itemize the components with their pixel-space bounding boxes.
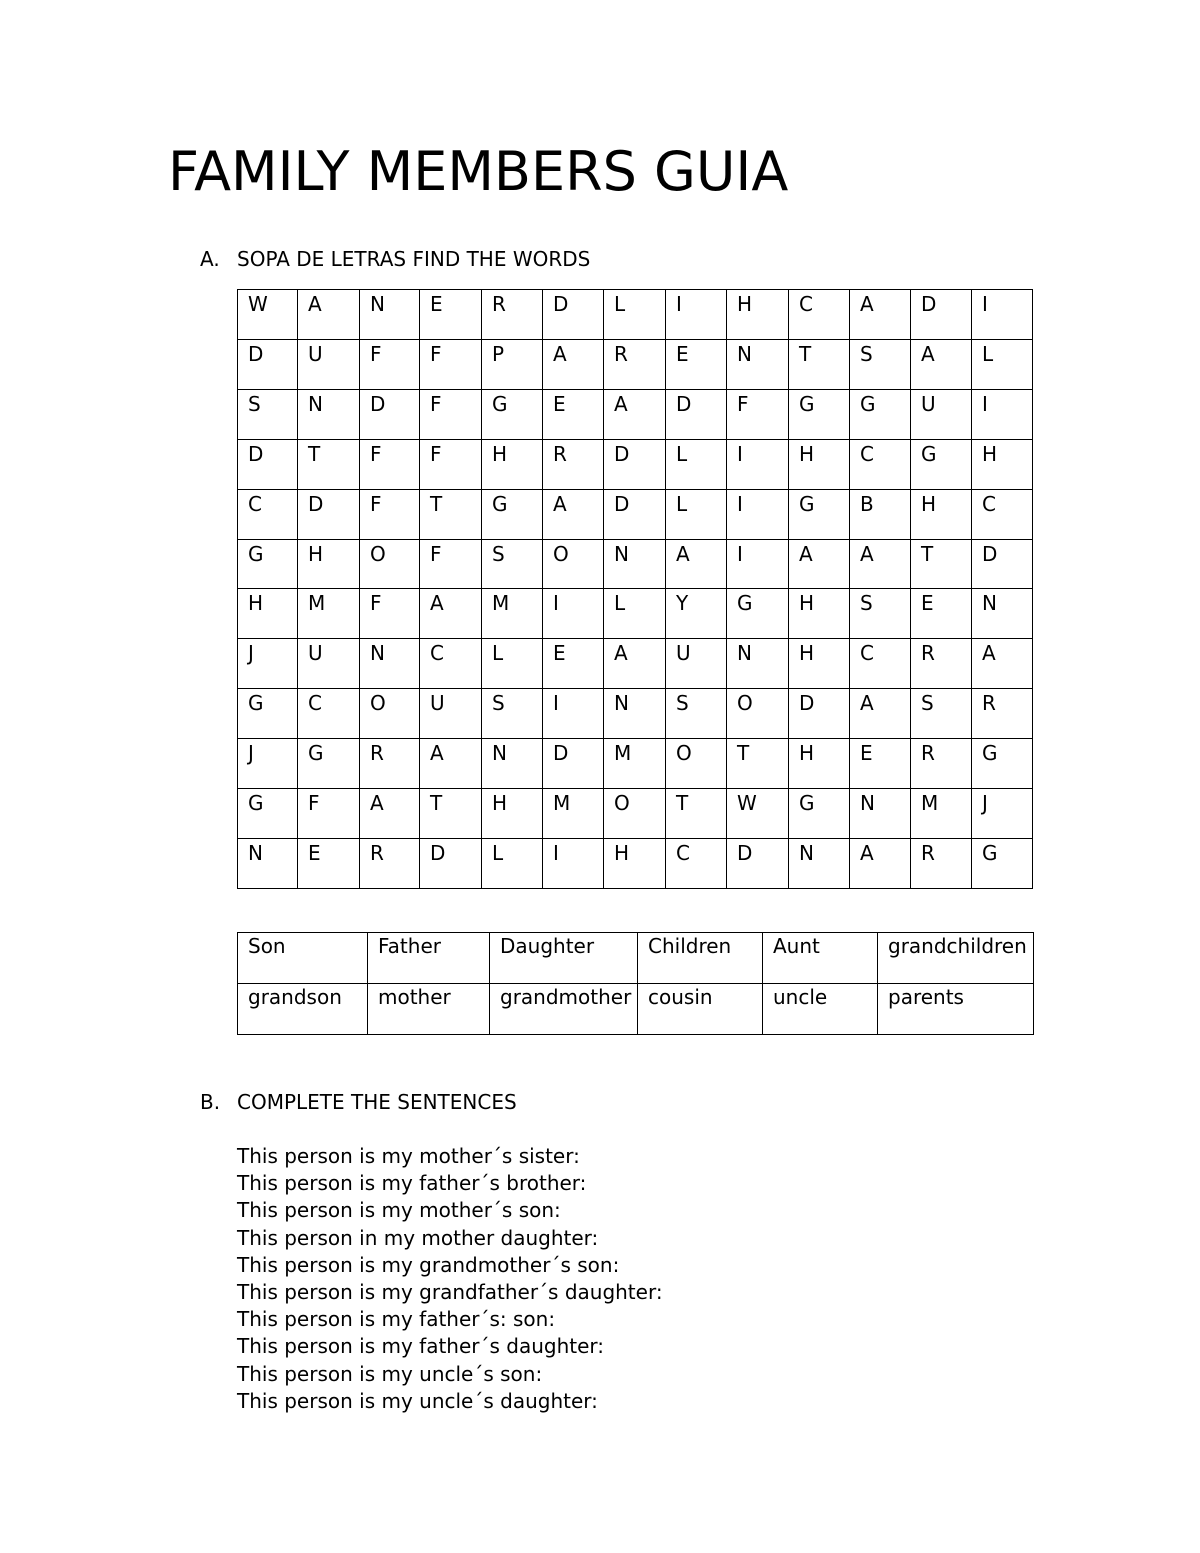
word-bank-row [238, 984, 1034, 1035]
sentence-item: This person is my grandmother´s son: [237, 1252, 620, 1277]
grid-cell: E [850, 739, 911, 789]
grid-cell: E [298, 838, 360, 888]
grid-cell: C [298, 689, 360, 739]
grid-cell: R [972, 689, 1033, 739]
grid-cell: O [604, 789, 666, 839]
grid-cell: N [727, 339, 789, 389]
sentence-item: This person is my father´s: son: [237, 1307, 556, 1332]
grid-cell: A [666, 539, 727, 589]
grid-cell: A [360, 789, 420, 839]
grid-cell: A [604, 639, 666, 689]
grid-cell: G [972, 739, 1033, 789]
grid-cell: G [238, 539, 298, 589]
grid-cell: H [727, 290, 789, 340]
sentence-item: This person is my grandfather´s daughter: [237, 1279, 663, 1304]
grid-cell: F [360, 489, 420, 539]
word-bank-cell: Aunt [763, 933, 878, 984]
grid-cell: U [298, 639, 360, 689]
grid-cell: G [789, 389, 850, 439]
grid-cell: C [972, 489, 1033, 539]
grid-cell: B [850, 489, 911, 539]
word-bank-cell: cousin [638, 984, 763, 1035]
grid-cell: A [420, 739, 482, 789]
grid-cell: T [420, 489, 482, 539]
grid-cell: D [666, 389, 727, 439]
grid-cell: O [360, 539, 420, 589]
grid-cell: C [789, 290, 850, 340]
grid-cell: G [972, 838, 1033, 888]
grid-row [238, 789, 1033, 839]
grid-cell: G [238, 689, 298, 739]
grid-cell: J [972, 789, 1033, 839]
grid-cell: C [850, 439, 911, 489]
sentence-item: This person is my uncle´s daughter: [237, 1388, 598, 1413]
grid-cell: D [420, 838, 482, 888]
grid-cell: R [543, 439, 604, 489]
grid-cell: H [789, 639, 850, 689]
grid-cell: R [482, 290, 543, 340]
grid-cell: N [238, 838, 298, 888]
grid-cell: G [911, 439, 972, 489]
grid-cell: N [360, 639, 420, 689]
grid-cell: E [420, 290, 482, 340]
section-a-heading [200, 247, 590, 271]
grid-row [238, 290, 1033, 340]
grid-cell: F [420, 339, 482, 389]
grid-cell: G [238, 789, 298, 839]
grid-cell: U [298, 339, 360, 389]
grid-cell: F [420, 439, 482, 489]
grid-cell: O [727, 689, 789, 739]
grid-cell: F [420, 539, 482, 589]
grid-cell: E [543, 389, 604, 439]
grid-cell: H [604, 838, 666, 888]
grid-cell: A [789, 539, 850, 589]
grid-cell: T [666, 789, 727, 839]
grid-cell: A [420, 589, 482, 639]
grid-cell: C [238, 489, 298, 539]
grid-cell: L [604, 290, 666, 340]
section-a-marker: A. [200, 247, 220, 271]
grid-cell: N [604, 539, 666, 589]
grid-cell: L [604, 589, 666, 639]
grid-cell: C [666, 838, 727, 888]
section-b-title: COMPLETE THE SENTENCES [237, 1090, 517, 1114]
sentence-list [237, 1143, 663, 1415]
grid-cell: F [298, 789, 360, 839]
grid-cell: F [360, 439, 420, 489]
grid-cell: U [666, 639, 727, 689]
grid-cell: E [543, 639, 604, 689]
word-bank-cell: Father [368, 933, 490, 984]
grid-row [238, 589, 1033, 639]
grid-cell: D [727, 838, 789, 888]
grid-cell: S [850, 339, 911, 389]
grid-cell: F [360, 339, 420, 389]
grid-cell: O [543, 539, 604, 589]
grid-cell: I [543, 689, 604, 739]
grid-cell: F [420, 389, 482, 439]
grid-row [238, 838, 1033, 888]
grid-cell: N [360, 290, 420, 340]
grid-cell: M [482, 589, 543, 639]
grid-cell: G [789, 489, 850, 539]
grid-cell: E [666, 339, 727, 389]
grid-cell: U [420, 689, 482, 739]
sentence-item: This person is my mother´s sister: [237, 1144, 580, 1168]
grid-cell: P [482, 339, 543, 389]
grid-row [238, 489, 1033, 539]
grid-cell: D [604, 489, 666, 539]
grid-cell: A [298, 290, 360, 340]
word-bank-cell: Children [638, 933, 763, 984]
grid-cell: D [298, 489, 360, 539]
grid-cell: G [482, 389, 543, 439]
grid-cell: N [298, 389, 360, 439]
grid-cell: G [789, 789, 850, 839]
grid-cell: I [727, 439, 789, 489]
grid-row [238, 439, 1033, 489]
word-bank-cell: Son [238, 933, 368, 984]
grid-cell: N [972, 589, 1033, 639]
grid-cell: G [727, 589, 789, 639]
grid-cell: R [911, 639, 972, 689]
grid-cell: H [911, 489, 972, 539]
grid-cell: M [298, 589, 360, 639]
grid-cell: I [972, 290, 1033, 340]
word-bank-cell: mother [368, 984, 490, 1035]
grid-cell: A [604, 389, 666, 439]
grid-row [238, 689, 1033, 739]
section-b-heading [200, 1090, 517, 1114]
grid-cell: H [789, 739, 850, 789]
page-title: FAMILY MEMBERS GUIA [168, 140, 789, 203]
grid-cell: U [911, 389, 972, 439]
grid-cell: T [789, 339, 850, 389]
grid-cell: T [298, 439, 360, 489]
grid-cell: D [972, 539, 1033, 589]
grid-cell: D [604, 439, 666, 489]
grid-cell: G [482, 489, 543, 539]
grid-cell: R [911, 838, 972, 888]
grid-cell: D [238, 439, 298, 489]
grid-cell: I [727, 489, 789, 539]
grid-cell: I [972, 389, 1033, 439]
grid-cell: S [482, 539, 543, 589]
grid-cell: A [911, 339, 972, 389]
grid-cell: S [238, 389, 298, 439]
grid-row [238, 639, 1033, 689]
grid-cell: H [789, 439, 850, 489]
grid-cell: R [360, 739, 420, 789]
word-search-grid [237, 289, 1033, 889]
grid-cell: N [727, 639, 789, 689]
grid-row [238, 339, 1033, 389]
word-bank-table [237, 932, 1034, 1035]
word-bank-cell: uncle [763, 984, 878, 1035]
grid-cell: F [727, 389, 789, 439]
grid-cell: N [789, 838, 850, 888]
grid-cell: L [972, 339, 1033, 389]
grid-cell: Y [666, 589, 727, 639]
grid-row [238, 739, 1033, 789]
grid-row [238, 539, 1033, 589]
grid-cell: F [360, 589, 420, 639]
word-bank-cell: grandmother [490, 984, 638, 1035]
word-bank-cell: Daughter [490, 933, 638, 984]
grid-cell: A [850, 290, 911, 340]
word-bank-row [238, 933, 1034, 984]
grid-cell: W [727, 789, 789, 839]
grid-cell: D [543, 290, 604, 340]
grid-cell: I [543, 589, 604, 639]
section-b-marker: B. [200, 1090, 221, 1114]
grid-cell: H [298, 539, 360, 589]
grid-cell: J [238, 739, 298, 789]
grid-cell: G [298, 739, 360, 789]
grid-cell: S [911, 689, 972, 739]
sentence-item: This person is my father´s brother: [237, 1171, 587, 1196]
section-a-title: SOPA DE LETRAS FIND THE WORDS [237, 247, 591, 271]
grid-cell: D [238, 339, 298, 389]
grid-cell: L [666, 439, 727, 489]
grid-cell: C [850, 639, 911, 689]
sentence-item: This person is my mother´s son: [237, 1198, 561, 1223]
grid-cell: D [911, 290, 972, 340]
sentence-item: This person is my father´s daughter: [237, 1334, 605, 1359]
word-bank-cell: grandson [238, 984, 368, 1035]
grid-cell: S [666, 689, 727, 739]
grid-cell: A [850, 838, 911, 888]
word-bank-cell: grandchildren [878, 933, 1034, 984]
grid-cell: S [850, 589, 911, 639]
grid-cell: H [789, 589, 850, 639]
grid-cell: H [238, 589, 298, 639]
grid-cell: O [360, 689, 420, 739]
grid-cell: D [789, 689, 850, 739]
grid-cell: R [911, 739, 972, 789]
grid-row [238, 389, 1033, 439]
grid-cell: T [911, 539, 972, 589]
grid-cell: W [238, 290, 298, 340]
grid-cell: J [238, 639, 298, 689]
grid-cell: G [850, 389, 911, 439]
grid-cell: I [543, 838, 604, 888]
grid-cell: A [850, 689, 911, 739]
grid-cell: L [482, 838, 543, 888]
grid-cell: T [420, 789, 482, 839]
grid-cell: S [482, 689, 543, 739]
grid-cell: L [482, 639, 543, 689]
grid-cell: A [972, 639, 1033, 689]
grid-cell: R [360, 838, 420, 888]
grid-cell: A [543, 339, 604, 389]
grid-cell: N [850, 789, 911, 839]
grid-cell: T [727, 739, 789, 789]
sentence-item: This person is my uncle´s son: [237, 1361, 543, 1386]
grid-cell: M [604, 739, 666, 789]
grid-cell: R [604, 339, 666, 389]
grid-cell: H [482, 439, 543, 489]
grid-cell: I [666, 290, 727, 340]
grid-cell: H [482, 789, 543, 839]
word-bank-cell: parents [878, 984, 1034, 1035]
sentence-item: This person in my mother daughter: [237, 1225, 599, 1250]
grid-cell: C [420, 639, 482, 689]
grid-cell: E [911, 589, 972, 639]
grid-cell: L [666, 489, 727, 539]
grid-cell: A [543, 489, 604, 539]
grid-cell: H [972, 439, 1033, 489]
grid-cell: I [727, 539, 789, 589]
grid-cell: M [543, 789, 604, 839]
grid-cell: D [543, 739, 604, 789]
grid-cell: O [666, 739, 727, 789]
grid-cell: A [850, 539, 911, 589]
grid-cell: D [360, 389, 420, 439]
grid-cell: M [911, 789, 972, 839]
grid-cell: N [482, 739, 543, 789]
grid-cell: N [604, 689, 666, 739]
